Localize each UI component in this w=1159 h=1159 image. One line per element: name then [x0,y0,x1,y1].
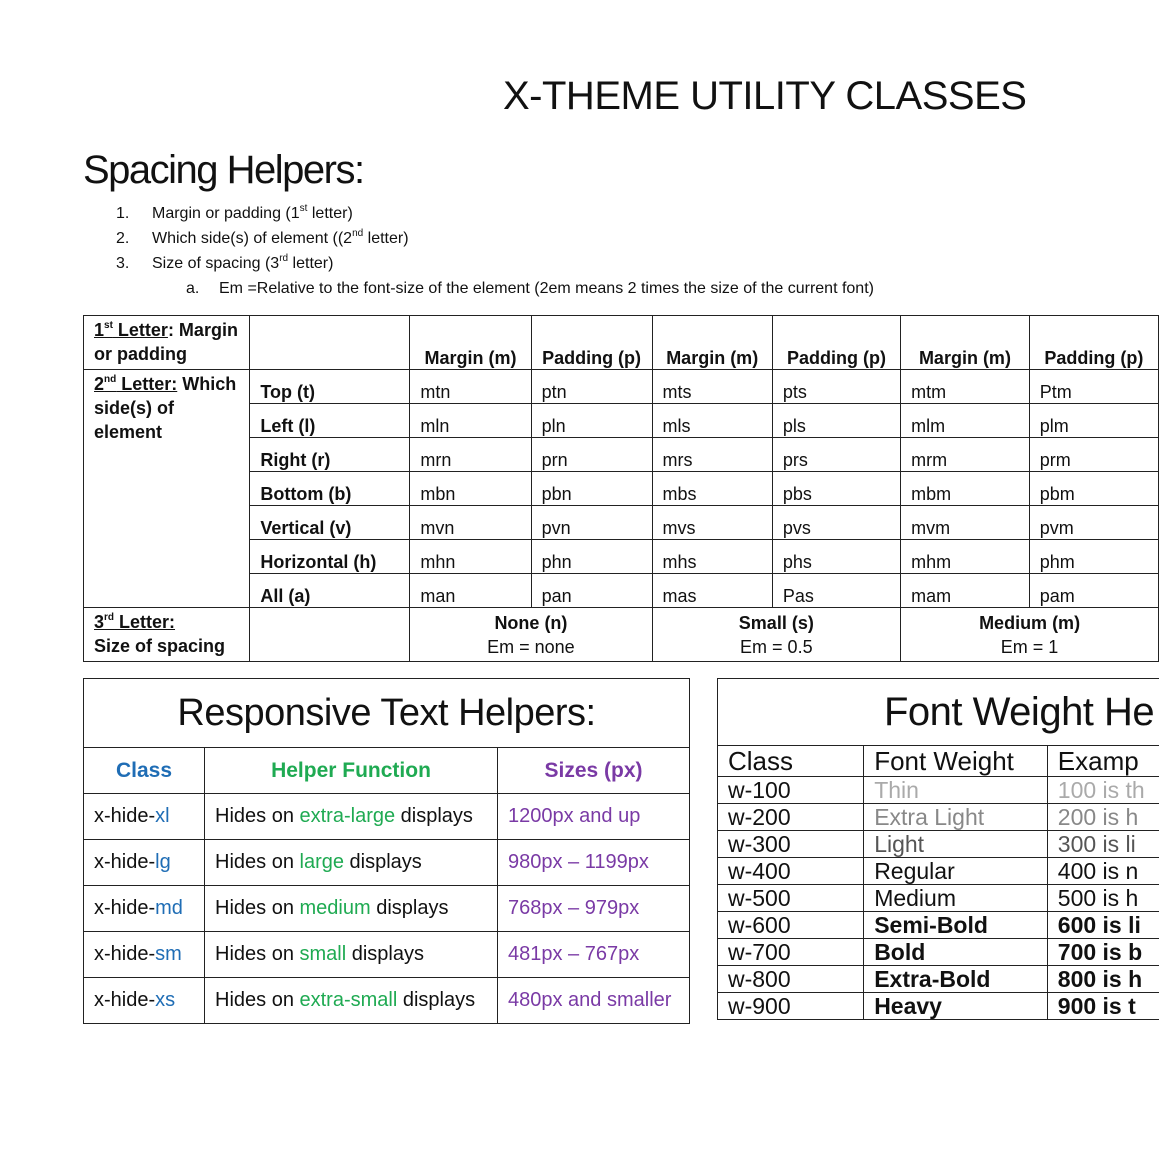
list-sup: rd [279,252,289,264]
weight-cell: Extra Light [864,804,1048,831]
table-row [718,966,1159,993]
responsive-text-table [83,678,690,1024]
list-item [116,251,874,276]
size-cell: 768px – 979px [498,886,690,932]
column-header: Padding (p) [772,316,900,370]
column-header: Padding (p) [531,316,652,370]
list-number: a. [186,280,200,297]
function-cell: Hides on medium displays [205,886,498,932]
function-cell: Hides on small displays [205,932,498,978]
table-row [718,912,1159,939]
table-cell: mvn [410,506,531,540]
table-cell: pvs [772,506,900,540]
column-header: Margin (m) [410,316,531,370]
table-cell: mtn [410,370,531,404]
list-sub-item [116,276,874,301]
table-cell: mvs [652,506,772,540]
list-sup: st [299,202,308,214]
list-text: letter) [363,230,409,247]
table-cell: mrn [410,438,531,472]
weight-cell: Extra-Bold [864,966,1048,993]
table-cell: mam [901,574,1030,608]
size-cell: 480px and smaller [498,978,690,1024]
list-text: Size of spacing (3 [152,255,280,272]
table-row [84,932,690,978]
table-cell: man [410,574,531,608]
table-cell: mrs [652,438,772,472]
first-letter-label: 1st Letter: Margin or padding [84,316,250,370]
column-header: Class [718,746,864,777]
table-cell: pts [772,370,900,404]
column-header: Padding (p) [1029,316,1158,370]
table-row [718,777,1159,804]
table-cell: mvm [901,506,1030,540]
side-label: Horizontal (h) [250,540,410,574]
table-row [718,746,1159,777]
table-cell: mrm [901,438,1030,472]
side-label: Top (t) [250,370,410,404]
class-cell: w-500 [718,885,864,912]
table-cell: mas [652,574,772,608]
size-cell: 980px – 1199px [498,840,690,886]
page-title: X-THEME UTILITY CLASSES [503,74,1027,118]
table-cell: prs [772,438,900,472]
column-header: Sizes (px) [498,748,690,794]
table-row [84,316,1159,370]
function-cell: Hides on large displays [205,840,498,886]
size-cell: None (n) Em = none [410,608,652,662]
list-text: letter) [307,205,353,222]
list-number: 1. [116,205,130,222]
example-cell: 200 is h [1047,804,1159,831]
table-row [84,978,690,1024]
side-label: Vertical (v) [250,506,410,540]
spacing-heading: Spacing Helpers: [83,148,364,192]
class-cell: x-hide-xl [84,794,205,840]
class-cell: x-hide-lg [84,840,205,886]
table-cell: Ptm [1029,370,1158,404]
class-cell: w-200 [718,804,864,831]
font-weight-table [717,678,1159,1020]
function-cell: Hides on extra-small displays [205,978,498,1024]
table-cell: pbn [531,472,652,506]
table-row [718,939,1159,966]
table-cell: Pas [772,574,900,608]
list-text: Margin or padding (1 [152,205,300,222]
example-cell: 600 is li [1047,912,1159,939]
example-cell: 100 is th [1047,777,1159,804]
class-cell: w-800 [718,966,864,993]
font-weight-heading: Font Weight He [718,679,1159,746]
weight-cell: Bold [864,939,1048,966]
table-cell: mhn [410,540,531,574]
list-item [116,201,874,226]
column-header: Font Weight [864,746,1048,777]
side-label: Right (r) [250,438,410,472]
responsive-heading: Responsive Text Helpers: [84,679,690,748]
column-header: Class [84,748,205,794]
column-header: Margin (m) [652,316,772,370]
class-cell: w-400 [718,858,864,885]
class-cell: w-600 [718,912,864,939]
example-cell: 400 is n [1047,858,1159,885]
table-cell: mhs [652,540,772,574]
table-row [718,885,1159,912]
table-cell: mts [652,370,772,404]
weight-cell: Light [864,831,1048,858]
column-header: Helper Function [205,748,498,794]
class-cell: x-hide-md [84,886,205,932]
class-cell: w-700 [718,939,864,966]
weight-cell: Thin [864,777,1048,804]
list-sup: nd [352,227,364,239]
table-cell: phn [531,540,652,574]
table-row [84,886,690,932]
list-text: Em =Relative to the font-size of the element (2em means 2 times the size of the current font) [219,280,874,297]
size-cell: 481px – 767px [498,932,690,978]
third-letter-label: 3rd Letter: Size of spacing [84,608,250,662]
table-cell: mhm [901,540,1030,574]
table-cell: mlm [901,404,1030,438]
table-row [84,748,690,794]
table-cell: prn [531,438,652,472]
example-cell: 700 is b [1047,939,1159,966]
table-row [718,831,1159,858]
table-cell: pam [1029,574,1158,608]
column-header: Margin (m) [901,316,1030,370]
table-cell [250,316,410,370]
class-cell: w-100 [718,777,864,804]
class-cell: w-300 [718,831,864,858]
side-label: Bottom (b) [250,472,410,506]
table-cell: mbs [652,472,772,506]
weight-cell: Medium [864,885,1048,912]
example-cell: 300 is li [1047,831,1159,858]
table-row [718,858,1159,885]
table-cell: plm [1029,404,1158,438]
table-cell: pan [531,574,652,608]
class-cell: x-hide-xs [84,978,205,1024]
table-cell: phm [1029,540,1158,574]
column-header: Examp [1047,746,1159,777]
table-row [718,993,1159,1020]
table-cell: pbm [1029,472,1158,506]
weight-cell: Semi-Bold [864,912,1048,939]
list-text: Which side(s) of element ((2 [152,230,353,247]
table-cell: mbn [410,472,531,506]
table-cell: phs [772,540,900,574]
table-row [84,794,690,840]
weight-cell: Heavy [864,993,1048,1020]
side-label: Left (l) [250,404,410,438]
list-number: 2. [116,230,130,247]
size-cell: 1200px and up [498,794,690,840]
list-text: letter) [288,255,334,272]
table-cell: mbm [901,472,1030,506]
table-cell: pbs [772,472,900,506]
example-cell: 500 is h [1047,885,1159,912]
table-row [718,804,1159,831]
size-cell: Small (s) Em = 0.5 [652,608,901,662]
table-cell: pln [531,404,652,438]
table-cell: pvn [531,506,652,540]
spacing-instructions-list [116,201,874,301]
table-cell: mln [410,404,531,438]
list-number: 3. [116,255,130,272]
function-cell: Hides on extra-large displays [205,794,498,840]
side-label: All (a) [250,574,410,608]
class-cell: w-900 [718,993,864,1020]
table-cell: ptn [531,370,652,404]
table-cell: pvm [1029,506,1158,540]
table-row [84,370,1159,404]
second-letter-label: 2nd Letter: Which side(s) of element [84,370,250,608]
class-cell: x-hide-sm [84,932,205,978]
table-cell: mls [652,404,772,438]
table-cell: mtm [901,370,1030,404]
example-cell: 900 is t [1047,993,1159,1020]
example-cell: 800 is h [1047,966,1159,993]
table-cell [250,608,410,662]
size-cell: Medium (m) Em = 1 [901,608,1159,662]
table-row [84,840,690,886]
list-item [116,226,874,251]
table-row [84,608,1159,662]
table-cell: pls [772,404,900,438]
table-cell: prm [1029,438,1158,472]
spacing-table [83,315,1159,662]
weight-cell: Regular [864,858,1048,885]
